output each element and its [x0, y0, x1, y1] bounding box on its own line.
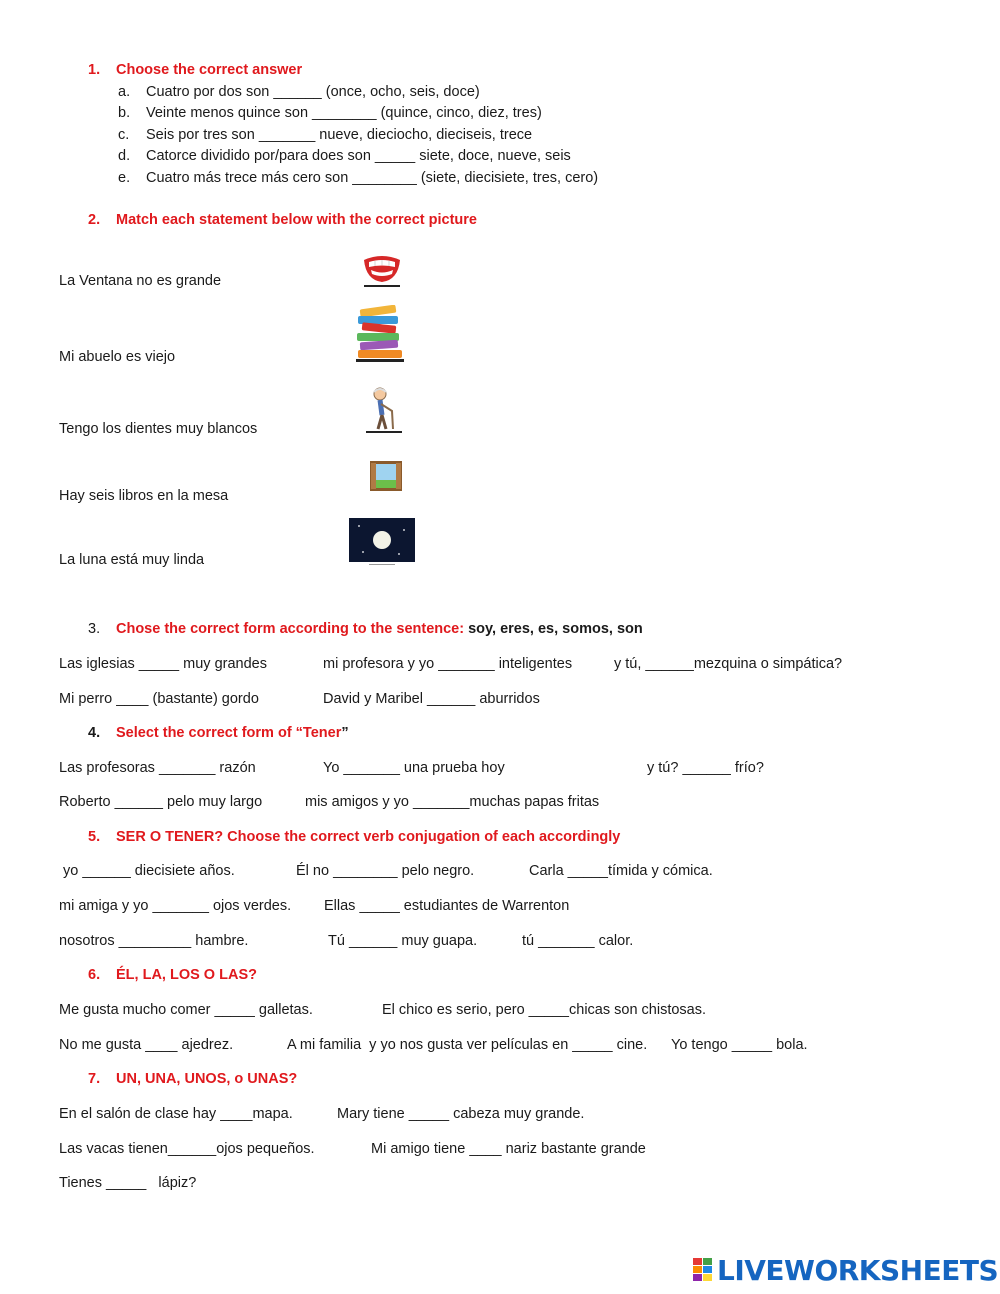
section-5-sentence: Tú ______ muy guapa.	[328, 933, 478, 949]
match-statement-3: Tengo los dientes muy blancos	[59, 421, 258, 437]
section-5-sentence: Ellas _____ estudiantes de Warrenton	[324, 898, 570, 914]
section-6-title: ÉL, LA, LOS O LAS?	[116, 967, 257, 983]
item-letter: b.	[118, 105, 131, 121]
section-5-sentence: nosotros _________ hambre.	[59, 933, 249, 949]
section-6-sentence: No me gusta ____ ajedrez.	[59, 1037, 234, 1053]
section-4-sentence: Roberto ______ pelo muy largo	[59, 794, 263, 810]
match-statement-5: La luna está muy linda	[59, 552, 205, 568]
item-text: Veinte menos quince son ________ (quince, cinco, diez, tres)	[146, 105, 542, 121]
section-4-number: 4.	[88, 725, 101, 741]
section-1-number: 1.	[88, 62, 101, 78]
section-1-item-d	[118, 147, 571, 165]
section-4-title: Select the correct form of “Tener	[116, 725, 342, 741]
section-5-sentence: Carla _____tímida y cómica.	[529, 863, 713, 879]
section-7-sentence: Mary tiene _____ cabeza muy grande.	[337, 1106, 585, 1122]
section-7-sentence: Mi amigo tiene ____ nariz bastante grande	[371, 1141, 646, 1157]
section-4-title-end: ”	[341, 725, 349, 741]
window-picture[interactable]	[369, 460, 403, 492]
section-3-sentence: mi profesora y yo _______ inteligentes	[323, 656, 573, 672]
section-2-heading	[88, 211, 477, 229]
section-7-sentence: Tienes _____ lápiz?	[59, 1175, 197, 1191]
section-3-sentence: y tú, ______mezquina o simpática?	[614, 656, 843, 672]
books-picture[interactable]	[354, 305, 406, 363]
item-text: Catorce dividido por/para does son _____ siete, doce, nueve, seis	[146, 148, 571, 164]
section-6-sentence: El chico es serio, pero _____chicas son chistosas.	[382, 1002, 707, 1018]
section-7-number: 7.	[88, 1071, 101, 1087]
section-3-sentence: David y Maribel ______ aburridos	[323, 691, 540, 707]
smile-picture[interactable]	[362, 250, 402, 288]
section-4-heading	[88, 724, 349, 742]
item-text: Cuatro más trece más cero son ________ (siete, diecisiete, tres, cero)	[146, 170, 599, 186]
item-text: Cuatro por dos son ______ (once, ocho, seis, doce)	[146, 84, 480, 100]
section-3-sentence: Mi perro ____ (bastante) gordo	[59, 691, 259, 707]
section-3-options: soy, eres, es, somos, son	[468, 621, 643, 637]
section-5-title: SER O TENER? Choose the correct verb conjugation of each accordingly	[116, 829, 621, 845]
section-5-sentence: mi amiga y yo _______ ojos verdes.	[59, 898, 292, 914]
section-7-sentence: Las vacas tienen______ojos pequeños.	[59, 1141, 315, 1157]
liveworksheets-logo-text: LIVEWORKSHEETS	[717, 1253, 999, 1287]
section-5-heading	[88, 828, 620, 846]
item-letter: c.	[118, 127, 130, 143]
section-7-title: UN, UNA, UNOS, o UNAS?	[116, 1071, 298, 1087]
section-2-number: 2.	[88, 212, 101, 228]
section-3-heading	[88, 620, 643, 638]
section-1-title: Choose the correct answer	[116, 62, 303, 78]
section-6-sentence: Me gusta mucho comer _____ galletas.	[59, 1002, 313, 1018]
match-statement-4: Hay seis libros en la mesa	[59, 488, 229, 504]
match-statement-2: Mi abuelo es viejo	[59, 349, 176, 365]
section-6-heading	[88, 966, 257, 984]
item-letter: a.	[118, 84, 131, 100]
section-7-sentence: En el salón de clase hay ____mapa.	[59, 1106, 293, 1122]
section-6-number: 6.	[88, 967, 101, 983]
section-6-sentence: Yo tengo _____ bola.	[671, 1037, 808, 1053]
section-5-sentence: yo ______ diecisiete años.	[59, 863, 235, 879]
section-5-number: 5.	[88, 829, 101, 845]
section-4-sentence: Yo _______ una prueba hoy	[323, 760, 505, 776]
moon-picture[interactable]	[349, 518, 415, 566]
item-letter: e.	[118, 170, 131, 186]
section-1-item-c	[118, 126, 532, 144]
section-4-sentence: y tú? ______ frío?	[647, 760, 764, 776]
section-4-sentence: Las profesoras _______ razón	[59, 760, 256, 776]
section-5-sentence: Él no ________ pelo negro.	[296, 863, 475, 879]
section-2-title: Match each statement below with the correct picture	[116, 212, 477, 228]
match-statement-1: La Ventana no es grande	[59, 273, 222, 289]
section-3-sentence: Las iglesias _____ muy grandes	[59, 656, 267, 672]
section-1-heading	[88, 61, 302, 79]
liveworksheets-logo[interactable]	[693, 1255, 998, 1285]
liveworksheets-logo-icon	[693, 1258, 713, 1282]
section-3-number: 3.	[88, 621, 101, 637]
section-1-item-a	[118, 83, 480, 101]
item-letter: d.	[118, 148, 131, 164]
item-text: Seis por tres son _______ nueve, dieciocho, dieciseis, trece	[146, 127, 533, 143]
section-1-item-b	[118, 104, 542, 122]
old-man-picture[interactable]	[362, 385, 404, 435]
section-4-sentence: mis amigos y yo _______muchas papas fritas	[305, 794, 600, 810]
section-6-sentence: A mi familia y yo nos gusta ver películas en _____ cine.	[287, 1037, 648, 1053]
section-5-sentence: tú _______ calor.	[522, 933, 634, 949]
section-3-title: Chose the correct form according to the sentence:	[116, 621, 465, 637]
section-1-item-e	[118, 169, 598, 187]
section-7-heading	[88, 1070, 297, 1088]
